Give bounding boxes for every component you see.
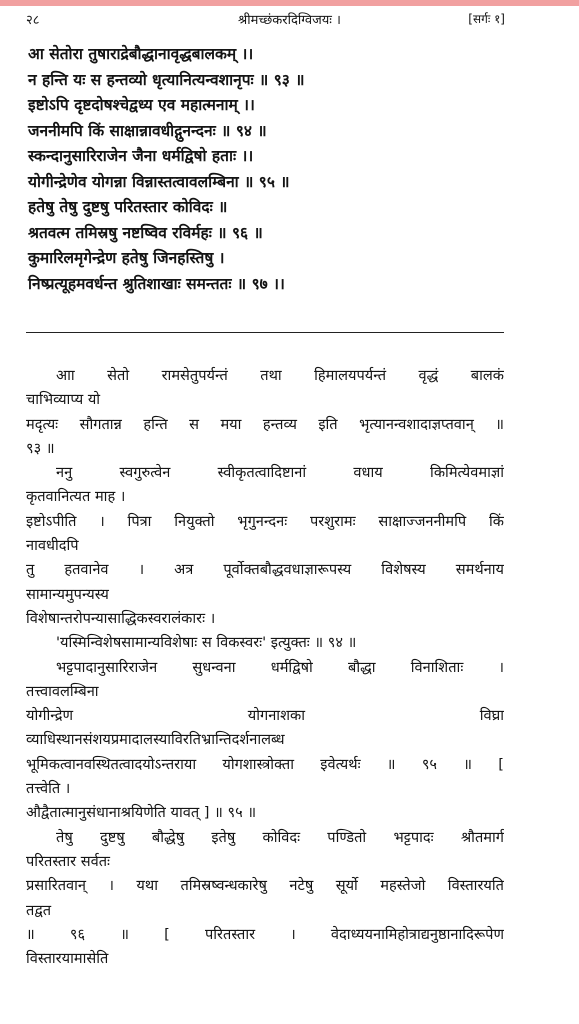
verse-line: योगीन्द्रेणेव योगन्ना विन्नास्तत्वावलम्बिना ॥ ९५ ॥ [28, 172, 290, 191]
commentary-line: ॥ ९६ ॥ [ परितस्तार । वेदाध्ययनामिहोत्राद्यनुष्ठानादिरूपेण [26, 925, 504, 943]
commentary-line: ननु स्वगुरुत्वेन स्वीकृतत्वादिष्टानां वधाय किमित्येवमाज्ञां [56, 464, 504, 482]
commentary-line: भट्टपादानुसारिराजेन सुधन्वना धर्मद्विषो बौद्धा विनाशिताः । [56, 658, 504, 676]
commentary-line: मदृत्यः सौगतान्न हन्ति स मया हन्तव्य इति भृत्यानन्वशादाज्ञप्तवान् ॥ [26, 415, 504, 433]
page-number: २८ [26, 13, 40, 28]
verse-line: स्कन्दानुसारिराजेन जैना धर्मद्विषो हताः ।। [28, 147, 254, 165]
commentary-line: 'यस्मिन्विशेषसामान्यविशेषाः स विकस्वरः' इत्युक्तः ॥ ९४ ॥ [56, 634, 357, 652]
verse-line: कुमारिलमृगेन्द्रेण हतेषु जिनहस्तिषु । [28, 249, 225, 267]
commentary-line: ९३ ॥ [26, 439, 55, 457]
commentary-block [26, 364, 504, 971]
commentary-line: तेषु दुष्टषु बौद्धेषु इतेषु कोविदः पण्डितो भट्टपादः श्रौतमार्ग [56, 828, 504, 846]
verse-line: श्रतवत्म तमिस्रषु नष्टष्विव रविर्महः ॥ ९६ ॥ [28, 223, 263, 242]
commentary-line: आा सेतो रामसेतुपर्यन्तं तथा हिमालयपर्यन्तं वृद्धं बालकं [56, 367, 504, 384]
commentary-line: तु हतवानेव । अत्र पूर्वोक्तबौद्धवधाज्ञारूपस्य विशेषस्य समर्थनाय [26, 561, 504, 579]
verse-line: निष्प्रत्यूहमवर्धन्त श्रुतिशाखाः समन्ततः ॥ ९७ ।। [28, 274, 285, 293]
top-color-band [0, 0, 579, 6]
commentary-line: सामान्यमुपन्यस्य [26, 585, 109, 603]
commentary-line: विशेषान्तरोपन्यासाद्धिकस्वरालंकारः । [26, 609, 216, 627]
commentary-line: योगीन्द्रेण योगनाशका विघ्रा [26, 707, 504, 725]
commentary-line: इष्टोऽपीति । पित्रा नियुक्तो भृगुनन्दनः परशुरामः साक्षाज्जननीमपि किं [26, 512, 504, 530]
commentary-line: भूमिकत्वानवस्थितत्वादयोऽन्तराया योगशास्त्रोक्ता इवेत्यर्थः ॥ ९५ ॥ [ [26, 755, 504, 773]
verse-line: जननीमपि किं साक्षान्नावधीद्गुनन्दनः ॥ ९४ ॥ [28, 121, 267, 140]
commentary-line: व्याधिस्थानसंशयप्रमादालस्याविरतिभ्रान्तिदर्शनालब्ध [26, 731, 285, 749]
commentary-line: चाभिव्याप्य यो [26, 391, 101, 409]
sarga-label: [सर्गः १] [468, 12, 505, 26]
verse-line: न हन्ति यः स हन्तव्यो धृत्यानित्यन्वशानृपः ॥ ९३ ॥ [28, 70, 305, 89]
commentary-line: परितस्तार सर्वतः [26, 852, 110, 870]
commentary-line: प्रसारितवान् । यथा तमिस्रष्वन्धकारेषु नटेषु सूर्यो महस्तेजो विस्तारयति [26, 877, 504, 895]
commentary-line: औद्वैतात्मानुसंधानाश्रयिणेति यावत् ] ॥ ९५ ॥ [26, 804, 257, 822]
commentary-line: तत्त्वेति । [26, 780, 71, 798]
commentary-line: तत्त्वावलम्बिना [26, 682, 99, 700]
divider-rule [26, 332, 504, 333]
verse-line: हतेषु तेषु दुष्टषु परितस्तार कोविदः ॥ [28, 198, 228, 216]
page-header [0, 8, 579, 32]
running-title: श्रीमच्छंकरदिग्विजयः । [238, 13, 341, 28]
verse-block [28, 42, 548, 297]
commentary-line: विस्तारयामासेति [26, 950, 109, 968]
verse-line: आ सेतोरा तुषाराद्रेबौद्धानावृद्धबालकम् ।। [28, 45, 254, 63]
commentary-line: कृतवानित्यत माह । [26, 488, 126, 506]
verse-line: इष्टोऽपि दृष्टदोषश्चेद्वध्य एव महात्मनाम् ।। [28, 96, 255, 114]
commentary-line: नावधीदपि [26, 537, 79, 555]
commentary-line: तद्वत [26, 901, 52, 919]
